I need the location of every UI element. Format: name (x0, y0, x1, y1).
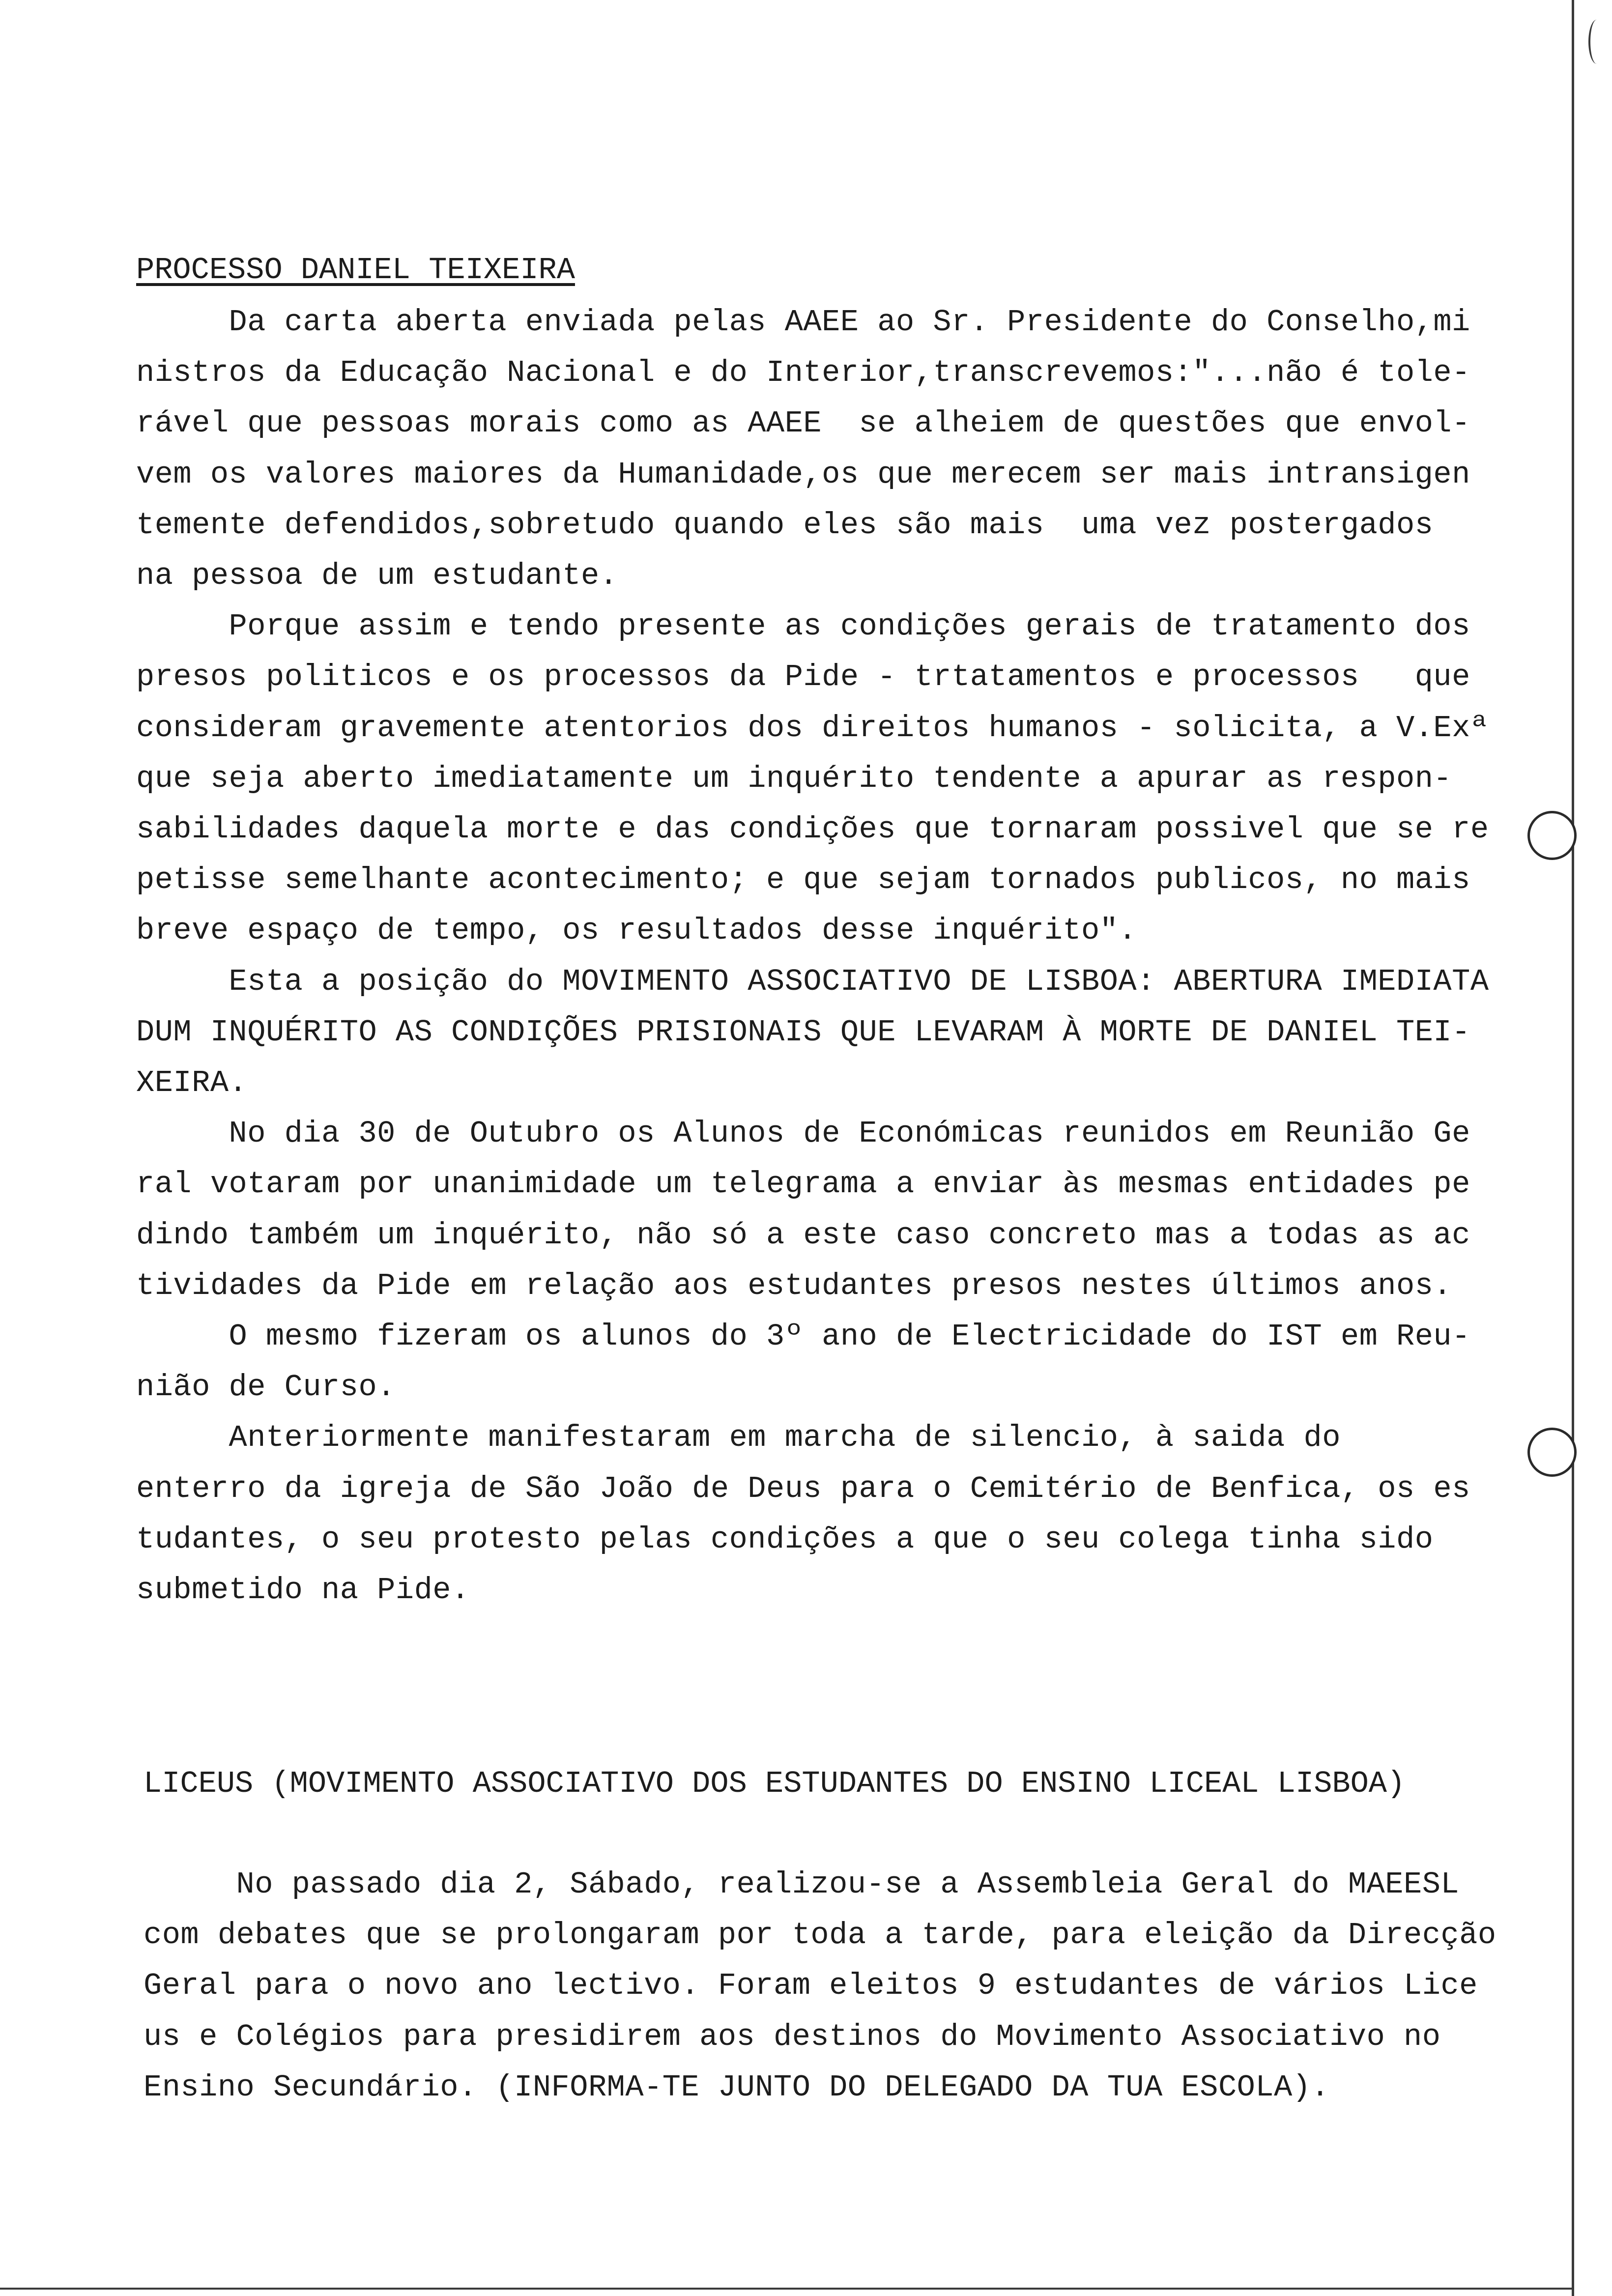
text-line: Ensino Secundário. (INFORMA-TE JUNTO DO DELEGADO DA TUA ESCOLA). (144, 2069, 1330, 2105)
punch-hole-bottom (1527, 1428, 1577, 1477)
text-line: submetido na Pide. (136, 1573, 470, 1607)
text-line: O mesmo fizeram os alunos do 3º ano de Electricidade do IST em Reu- (136, 1319, 1470, 1354)
text-line: sabilidades daquela morte e das condições que tornaram possivel que se re (136, 812, 1489, 847)
edge-mark (1588, 20, 1605, 64)
page-edge-bottom (0, 2288, 1574, 2290)
text-line: tividades da Pide em relação aos estudantes presos nestes últimos anos. (136, 1268, 1452, 1303)
text-line: breve espaço de tempo, os resultados desse inquérito". (136, 913, 1137, 948)
text-line: com debates que se prolongaram por toda a tarde, para eleição da Direcção (144, 1918, 1497, 1953)
text-line: Geral para o novo ano lectivo. Foram eleitos 9 estudantes de vários Lice (144, 1968, 1478, 2004)
text-line: nião de Curso. (136, 1370, 396, 1405)
punch-hole-top (1527, 811, 1577, 860)
section1-title: PROCESSO DANIEL TEIXEIRA (136, 253, 575, 287)
text-line: tudantes, o seu protesto pelas condições a que o seu colega tinha sido (136, 1521, 1434, 1557)
text-line: na pessoa de um estudante. (136, 558, 618, 593)
text-line: nistros da Educação Nacional e do Interior,transcrevemos:"...não é tole- (136, 355, 1470, 391)
text-line: Porque assim e tendo presente as condições gerais de tratamento dos (136, 609, 1470, 644)
text-line: XEIRA. (136, 1065, 248, 1100)
text-line: dindo também um inquérito, não só a este caso concreto mas a todas as ac (136, 1217, 1470, 1253)
text-line: que seja aberto imediatamente um inquérito tendente a apurar as respon- (136, 761, 1452, 796)
text-line: No passado dia 2, Sábado, realizou-se a Assembleia Geral do MAEESL (144, 1867, 1460, 1902)
text-line: ral votaram por unanimidade um telegrama a enviar às mesmas entidades pe (136, 1167, 1470, 1202)
text-line: No dia 30 de Outubro os Alunos de Económicas reunidos em Reunião Ge (136, 1116, 1470, 1151)
text-line: Esta a posição do MOVIMENTO ASSOCIATIVO DE LISBOA: ABERTURA IMEDIATA (136, 964, 1489, 999)
text-line: enterro da igreja de São João de Deus para o Cemitério de Benfica, os es (136, 1471, 1470, 1506)
page-edge-right (1572, 0, 1574, 2296)
text-line: temente defendidos,sobretudo quando eles são mais uma vez postergados (136, 507, 1434, 543)
text-line: Anteriormente manifestaram em marcha de silencio, à saida do (136, 1420, 1378, 1456)
text-line: rável que pessoas morais como as AAEE se alheiem de questões que envol- (136, 406, 1470, 441)
text-line: petisse semelhante acontecimento; e que sejam tornados publicos, no mais (136, 862, 1470, 898)
text-line: Da carta aberta enviada pelas AAEE ao Sr. Presidente do Conselho,mi (136, 305, 1470, 340)
text-line: presos politicos e os processos da Pide - trtatamentos e processos que (136, 660, 1470, 695)
text-line: consideram gravemente atentorios dos direitos humanos - solicita, a V.Exª (136, 710, 1489, 746)
text-line: vem os valores maiores da Humanidade,os que merecem ser mais intransigen (136, 457, 1470, 492)
text-line: DUM INQUÉRITO AS CONDIÇÕES PRISIONAIS QUE LEVARAM À MORTE DE DANIEL TEI- (136, 1014, 1470, 1050)
section2-title: LICEUS (MOVIMENTO ASSOCIATIVO DOS ESTUDANTES DO ENSINO LICEAL LISBOA) (144, 1766, 1406, 1801)
text-line: us e Colégios para presidirem aos destinos do Movimento Associativo no (144, 2019, 1441, 2054)
